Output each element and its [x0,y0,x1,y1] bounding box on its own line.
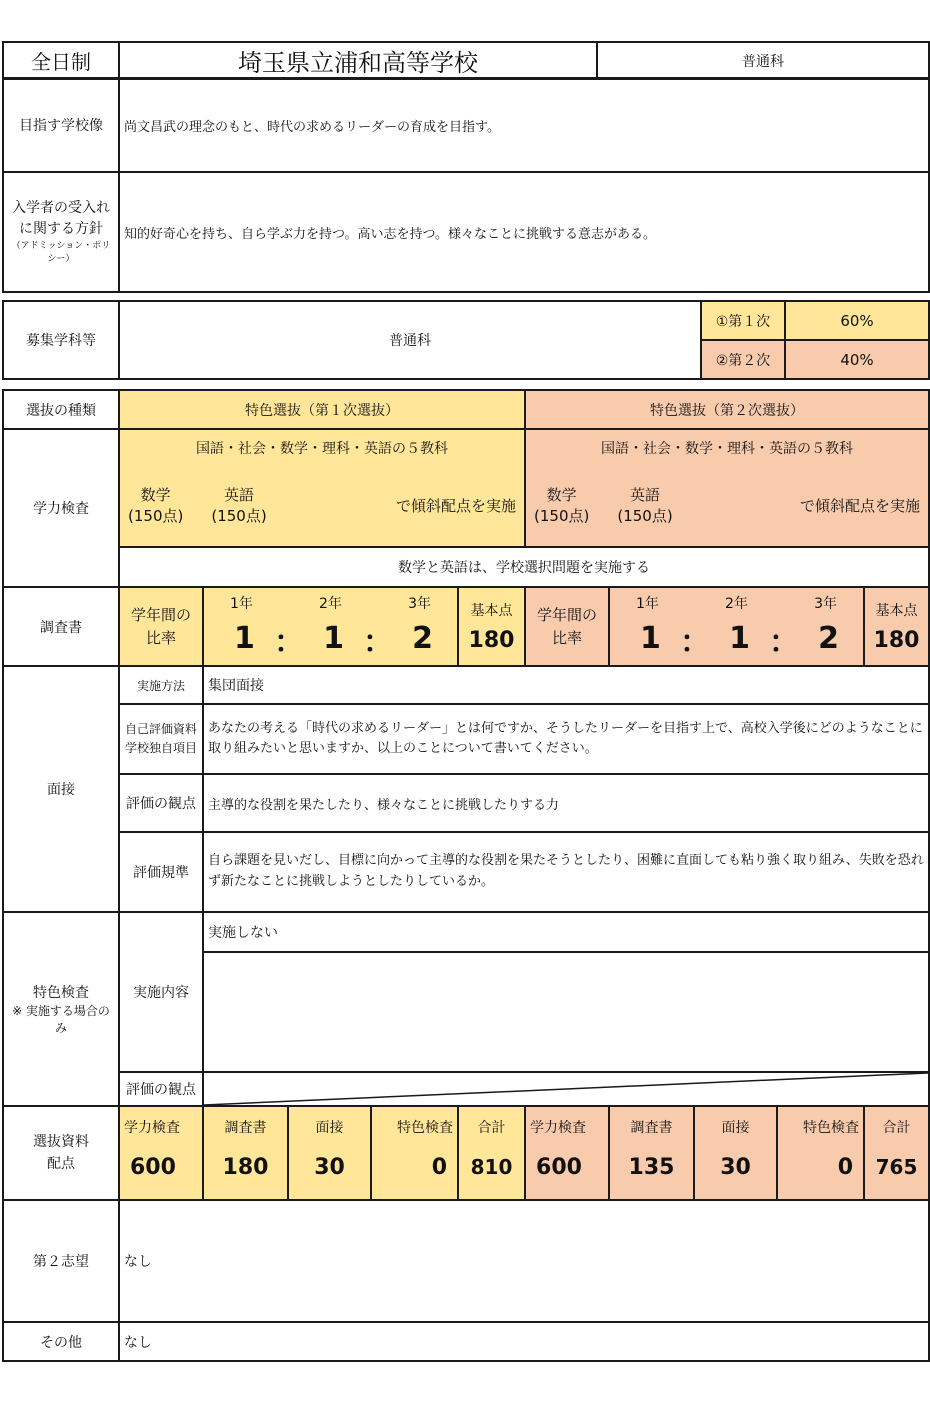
pts-second-interview [694,1106,777,1200]
weighted-note-second: で傾斜配点を実施 [800,496,921,515]
ratio-year1: 1 [234,621,255,656]
pts-header: 特色検査 [803,1120,860,1136]
ratio-label-line2: 比率 [145,628,176,647]
second-choice-label: 第２志望 [3,1200,119,1322]
pts-header: 学力検査 [530,1120,587,1136]
year1-label: 1年 [636,595,659,612]
policy-label-line2: に関する方針 [19,220,103,237]
special-view-label: 評価の観点 [119,1072,203,1106]
pts-first-interview [288,1106,371,1200]
special-view-blank [203,1072,929,1106]
english-label: 英語 [630,486,661,504]
math-weight-first [128,484,183,526]
math-points: (150点) [128,507,184,525]
pts-value: 810 [470,1155,513,1179]
interview-label: 面接 [3,666,119,912]
pts-second-special [777,1106,864,1200]
ratio-year1: 1 [640,621,661,656]
selection-table [2,389,930,1362]
selection-first: 特色選抜（第１次選抜） [119,390,525,429]
math-label: 数学 [546,486,577,504]
ratio-colon: ： [679,624,710,660]
pts-header: 面接 [315,1120,344,1136]
first-ratio-value: 60% [785,301,929,340]
academic-subjects-second: 国語・社会・数学・理科・英語の５教科 [601,441,854,457]
points-label-line2: 配点 [47,1156,75,1172]
self-eval-label [119,704,203,774]
weighted-note-first: で傾斜配点を実施 [396,496,517,515]
english-points: (150点) [617,507,673,525]
pts-value: 30 [720,1155,751,1180]
vision-text: 尚文昌武の理念のもと、時代の求めるリーダーの育成を目指す。 [119,78,929,172]
pts-value: 0 [837,1155,854,1180]
system-label: 全日制 [3,42,119,79]
pts-header: 調査書 [224,1120,267,1136]
course-name: 普通科 [597,42,929,79]
second-ratio-label: ②第２次 [701,340,785,379]
pts-value: 600 [130,1155,176,1180]
year2-label: 2年 [319,595,342,612]
ratio-colon: ： [363,624,394,660]
math-label: 数学 [140,486,171,504]
interview-view-label: 評価の観点 [119,774,203,832]
special-content-label: 実施内容 [119,912,203,1072]
english-weight-second [617,484,672,526]
ratio-year3: 2 [412,621,433,656]
special-label [3,912,119,1106]
policy-label-line1: 入学者の受入れ [12,199,110,216]
special-content: 実施しない [203,912,929,952]
english-label: 英語 [224,486,255,504]
academic-second [525,429,929,547]
ratio-colon: ： [769,624,800,660]
base-value: 180 [468,628,515,653]
other-value: なし [119,1322,929,1361]
year3-label: 3年 [408,595,431,612]
report-label: 調査書 [3,587,119,666]
pts-header: 合計 [882,1120,911,1136]
year3-label: 3年 [814,595,837,612]
pts-first-special [371,1106,458,1200]
pts-second-academic [525,1106,609,1200]
recruit-label: 募集学科等 [3,301,119,379]
ratio-label-second [525,587,609,666]
header-table [2,41,930,80]
base-first [458,587,525,666]
first-ratio-label: ①第１次 [701,301,785,340]
base-label: 基本点 [875,603,918,619]
policy-text: 知的好奇心を持ち、自ら学ぶ力を持つ。高い志を持つ。様々なことに挑戦する意志がある。 [119,172,929,292]
base-second [864,587,929,666]
ratio-colon: ： [273,624,304,660]
recruit-course: 普通科 [119,301,701,379]
ratio-label-line1: 学年間の [130,606,191,624]
ratio-label-line2: 比率 [552,628,583,647]
self-eval-label-line1: 自己評価資料 [124,721,197,736]
pts-value: 600 [536,1155,582,1180]
pts-header: 特色検査 [397,1120,453,1136]
ratio-label-first [119,587,203,666]
pts-header: 面接 [721,1120,750,1136]
method-value: 集団面接 [203,666,929,704]
pts-first-academic [119,1106,203,1200]
other-label: その他 [3,1322,119,1361]
year1-label: 1年 [230,595,253,612]
vision-label: 目指す学校像 [3,78,119,172]
selection-label: 選抜の種類 [3,390,119,429]
pts-second-total [864,1106,929,1200]
english-points: (150点) [211,507,267,525]
special-note: ※ 実施する場合のみ [12,1004,110,1035]
school-name: 埼玉県立浦和高等学校 [119,42,597,79]
english-weight-first [211,484,266,526]
pts-second-report [609,1106,694,1200]
base-value: 180 [873,628,920,653]
pts-header: 調査書 [630,1120,673,1136]
ratio-label-line1: 学年間の [537,606,598,624]
math-points: (150点) [534,507,590,525]
academic-subjects-first: 国語・社会・数学・理科・英語の５教科 [196,441,448,457]
pts-value: 0 [431,1155,447,1180]
academic-note: 数学と英語は、学校選択問題を実施する [119,547,929,587]
math-weight-second [534,484,589,526]
ratio-values-second [609,587,864,666]
pts-header: 合計 [477,1120,506,1136]
criteria-label: 評価規準 [119,832,203,912]
pts-value: 135 [628,1155,675,1180]
method-label: 実施方法 [119,666,203,704]
pts-first-total [458,1106,525,1200]
ratio-year2: 1 [729,621,750,656]
policy-label-line3: （アドミッション・ポリシー） [11,240,111,264]
ratio-values-first [203,587,458,666]
pts-first-report [203,1106,288,1200]
self-eval-text: あなたの考える「時代の求めるリーダー」とは何ですか、そうしたリーダーを目指す上で、高校入学後にどのようなことに取り組みたいと思いますか、以上のことについて書いてください。 [203,704,929,774]
interview-view-text: 主導的な役割を果たしたり、様々なことに挑戦したりする力 [203,774,929,832]
criteria-text: 自ら課題を見いだし、目標に向かって主導的な役割を果たそうとしたり、困難に直面しても粘り強く取り組み、失敗を恐れず新たなことに挑戦しようとしたりしているか。 [203,832,929,912]
profile-table [2,77,930,293]
special-label-text: 特色検査 [33,985,89,1001]
points-label-line1: 選抜資料 [33,1133,89,1150]
ratio-year2: 1 [323,621,344,656]
academic-label: 学力検査 [3,429,119,587]
selection-second: 特色選抜（第２次選抜） [525,390,929,429]
year2-label: 2年 [725,595,748,612]
pts-value: 765 [875,1155,918,1179]
pts-header: 学力検査 [124,1120,180,1136]
recruit-table [2,300,930,380]
academic-first [119,429,525,547]
diagonal-slash [204,1073,928,1105]
pts-value: 180 [222,1155,269,1180]
ratio-year3: 2 [818,621,840,656]
self-eval-label-line2: 学校独自項目 [124,741,197,755]
second-ratio-value: 40% [785,340,929,379]
second-choice-value: なし [119,1200,929,1322]
policy-label [3,172,119,292]
base-label: 基本点 [470,603,513,619]
points-label [3,1106,119,1200]
special-content-blank [203,952,929,1072]
pts-value: 30 [314,1155,345,1180]
